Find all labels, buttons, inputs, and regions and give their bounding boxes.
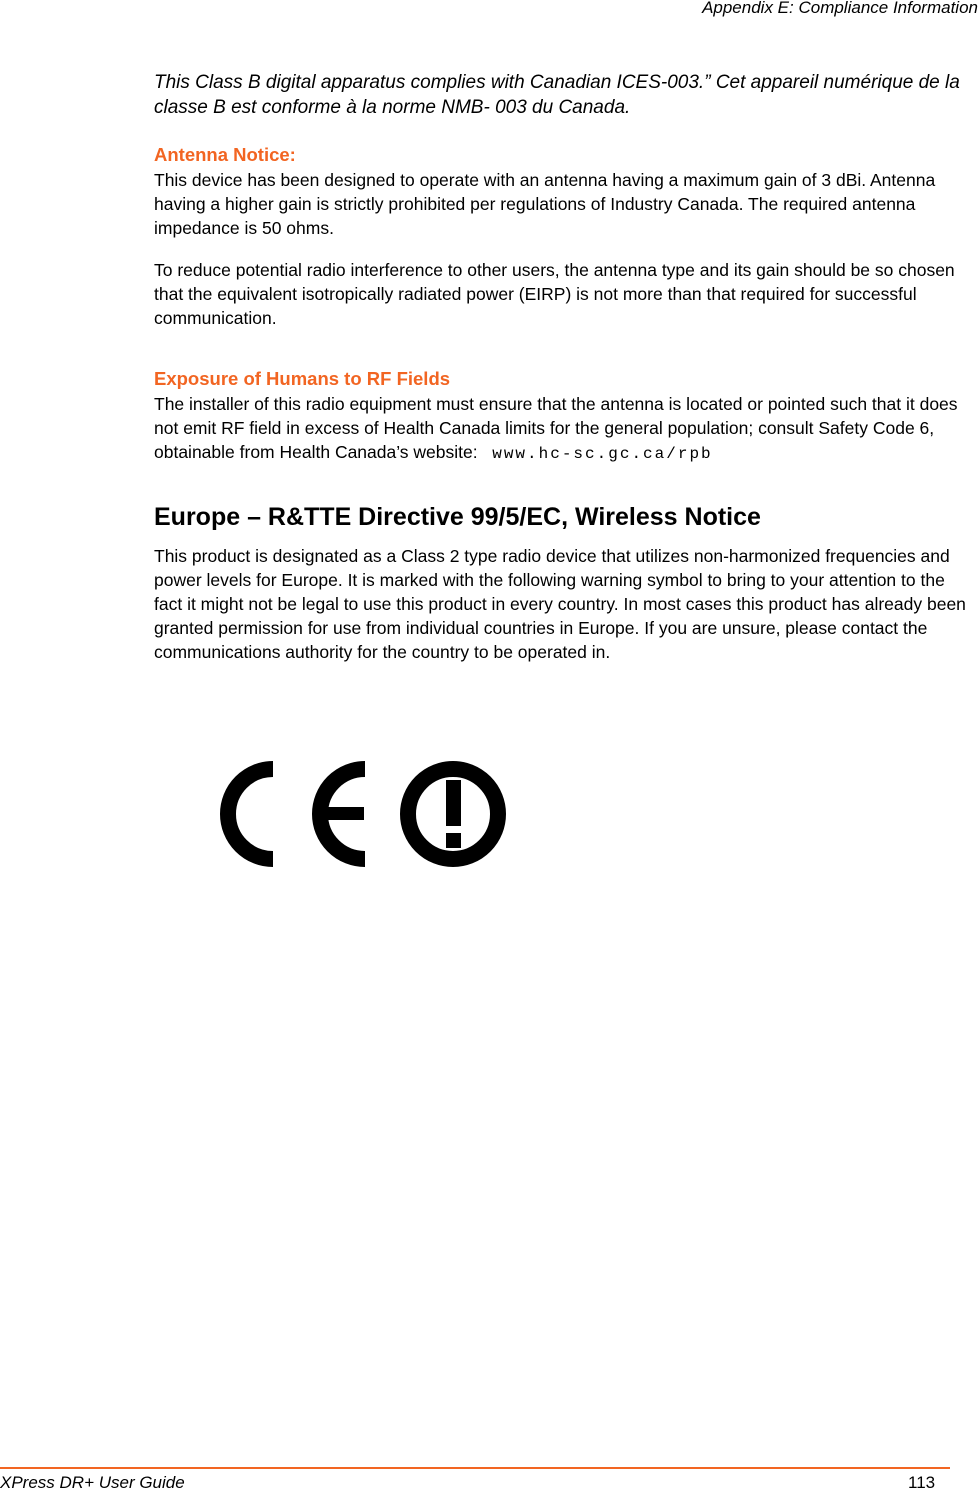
antenna-notice-heading: Antenna Notice: xyxy=(154,144,296,165)
footer-divider xyxy=(0,1467,950,1469)
ce-c-icon xyxy=(228,769,273,859)
footer-page-number: 113 xyxy=(908,1473,936,1492)
ce-alert-mark xyxy=(216,760,508,868)
rf-exposure-paragraph xyxy=(154,392,966,466)
footer-guide-title: XPress DR+ User Guide xyxy=(0,1473,185,1492)
antenna-notice-paragraph-1: This device has been designed to operate with an antenna having a maximum gain of 3 dBi. Antenna having a higher gain is strictly prohibited per regulations of Industry Canada. The required antenna impedance is 50 ohms. xyxy=(154,170,936,238)
page-content xyxy=(154,70,966,664)
rf-exposure-heading: Exposure of Humans to RF Fields xyxy=(154,368,451,389)
antenna-notice-paragraph-2: To reduce potential radio interference to other users, the antenna type and its gain should be so chosen that the equivalent isotropically radiated power (EIRP) is not more than that required for successful communication. xyxy=(154,260,955,328)
canada-ices-statement: This Class B digital apparatus complies with Canadian ICES-003.” Cet appareil numérique de la classe B est conforme à la norme NMB- 003 du Canada. xyxy=(154,72,960,118)
alert-exclamation-icon xyxy=(408,769,498,859)
europe-paragraph: This product is designated as a Class 2 type radio device that utilizes non-harmonized frequencies and power levels for Europe. It is marked with the following warning symbol to bring to your attention to the fact it might not be legal to use this product in every country. In most cases this product has already been granted permission for use from individual countries in Europe. If you are unsure, please contact the communications authority for the country to be operated in. xyxy=(154,546,966,662)
europe-heading: Europe – R&TTE Directive 99/5/EC, Wireless Notice xyxy=(154,503,761,531)
health-canada-url: www.hc-sc.gc.ca/rpb xyxy=(492,445,713,463)
rf-exposure-text: The installer of this radio equipment must ensure that the antenna is located or pointed such that it does not emit RF field in excess of Health Canada limits for the general population; consult Safety Code 6, obtainable from Health Canada’s website: xyxy=(154,394,958,462)
ce-e-icon xyxy=(320,769,365,859)
page-header: Appendix E: Compliance Information xyxy=(702,0,978,17)
